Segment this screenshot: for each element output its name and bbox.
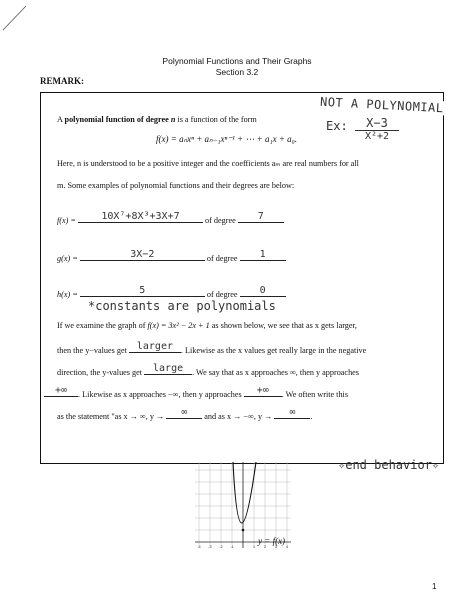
section-label: Section 3.2 xyxy=(215,67,259,77)
example-h-expression: 5 xyxy=(139,285,146,296)
rational-example xyxy=(355,116,399,142)
definition-line-1: Here, n is understood to be a positive integer and the coefficients aₘ are real numbers for all xyxy=(57,159,359,168)
end-behavior-note: ✧end behavior✧ xyxy=(338,458,440,472)
definition-term-variable: n xyxy=(170,115,176,124)
x-tick-label: 4 xyxy=(286,545,288,549)
plus-infinity-answer-1: +∞ xyxy=(54,385,68,396)
example-f-degree: 7 xyxy=(257,211,264,222)
x-tick-label: 1 xyxy=(253,545,255,549)
example-g xyxy=(57,250,286,264)
example-label: Ex: xyxy=(326,119,348,133)
parabola-curve xyxy=(233,462,256,523)
remark-heading: REMARK: xyxy=(40,76,84,86)
graph-text-line-4 xyxy=(44,386,348,400)
graph-text-2a: then the y−values get xyxy=(57,346,129,355)
larger-answer: larger xyxy=(136,341,173,352)
definition-text-a: A xyxy=(57,115,65,124)
graph-text-4b: . We often write this xyxy=(281,390,349,399)
plus-infinity-answer-2: +∞ xyxy=(256,385,269,396)
example-h-mid: of degree xyxy=(204,290,240,299)
page-title: Polynomial Functions and Their Graphs xyxy=(162,56,312,66)
y-intercept-point xyxy=(242,529,245,532)
example-g-blank xyxy=(80,250,205,261)
pen-stroke-mark xyxy=(0,0,30,40)
graph-text-4a: . Likewise as x approaches −∞, then y approaches xyxy=(78,390,244,399)
definition-term: polynomial function of degree xyxy=(64,115,171,124)
graph-text-line-3 xyxy=(57,364,359,378)
x-tick-label: -3 xyxy=(208,545,212,549)
graph-text-3b: . We say that as x approaches ∞, then y approaches xyxy=(192,368,359,377)
definition-line xyxy=(57,114,257,125)
example-h-degree: 0 xyxy=(259,285,266,296)
graph-text-3a: direction, the y-values get xyxy=(57,368,145,377)
example-g-lhs: g(x) = xyxy=(57,254,80,263)
example-h xyxy=(57,286,286,300)
example-g-degree: 1 xyxy=(259,249,266,260)
example-h-blank xyxy=(80,286,205,297)
graph-function-label: y = f(x) xyxy=(258,536,286,546)
example-g-degree-blank xyxy=(240,250,286,261)
not-polynomial-note: NOT A POLYNOMIAL xyxy=(319,94,444,116)
infinity-answer-1: ∞ xyxy=(181,407,188,418)
graph-text-1a: If we examine the graph of xyxy=(57,321,148,330)
graph-text-5a: as the statement "as x → ∞, y → xyxy=(57,412,167,421)
example-g-expression: 3X−2 xyxy=(130,249,155,260)
example-f-lhs: f(x) = xyxy=(57,216,78,225)
graph-text-2b: . Likewise as the x values get really large in the negative xyxy=(180,346,367,355)
example-h-degree-blank xyxy=(240,286,286,297)
infinity-blank-2 xyxy=(274,407,313,421)
x-tick-label: 3 xyxy=(275,545,277,549)
infinity-blank-1 xyxy=(166,408,202,419)
x-tick-label: -1 xyxy=(230,545,234,549)
example-f-mid: of degree xyxy=(202,216,238,225)
infinity-answer-2: ∞ xyxy=(289,407,296,418)
plus-infinity-blank-2 xyxy=(244,386,282,397)
definition-text-b: is a function of the form xyxy=(175,115,257,124)
large-answer: large xyxy=(153,363,184,374)
graph-text-line-2 xyxy=(57,342,366,356)
example-f-expression: 10X⁷+8X³+3X+7 xyxy=(101,211,180,222)
example-h-lhs: h(x) = xyxy=(57,290,80,299)
page-number: 1 xyxy=(432,582,437,591)
constants-note: *constants are polynomials xyxy=(88,299,276,313)
larger-blank xyxy=(129,342,181,353)
example-f-degree-blank xyxy=(238,212,284,223)
graph-text-line-5 xyxy=(57,408,312,422)
graph-text-1b: as shown below, we see that as x gets larger, xyxy=(209,321,357,330)
x-tick-label: -4 xyxy=(197,545,201,549)
graph-function-inline: f(x) = 3x² − 2x + 1 xyxy=(147,321,210,330)
rational-denominator: X²+2 xyxy=(364,131,390,142)
polynomial-formula: f(x) = aₙxⁿ + aₙ₋₁xⁿ⁻¹ + ⋯ + a₁x + a₀. xyxy=(156,134,298,144)
graph-text-5b: and as x → −∞, y → xyxy=(202,412,275,421)
x-tick-label: 2 xyxy=(264,545,266,549)
x-tick-label: -2 xyxy=(219,545,223,549)
example-f-blank xyxy=(78,212,203,223)
example-f xyxy=(57,212,284,226)
rational-numerator: X−3 xyxy=(355,116,399,131)
example-g-mid: of degree xyxy=(204,254,240,263)
graph-text-line-1 xyxy=(57,320,357,331)
definition-line-2: m. Some examples of polynomial functions and their degrees are below: xyxy=(57,181,295,190)
plus-infinity-blank-1 xyxy=(44,386,78,397)
graph-text-5c: . xyxy=(310,412,313,421)
large-blank xyxy=(144,364,192,375)
